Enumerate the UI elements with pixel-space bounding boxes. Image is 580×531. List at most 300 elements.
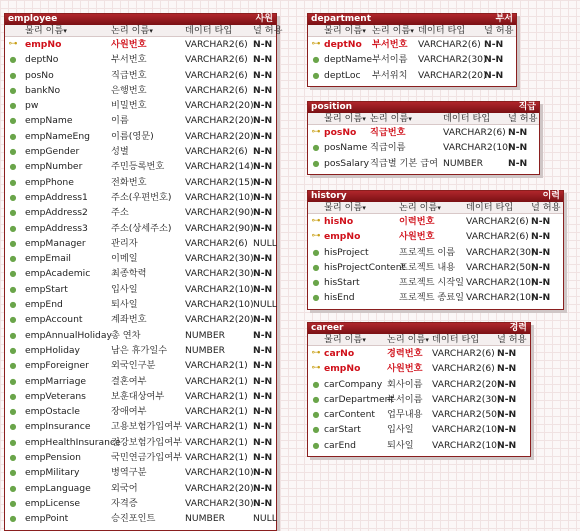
entity-logical-name: 사원 xyxy=(255,14,273,24)
column-data-type: VARCHAR2(10) xyxy=(466,277,535,289)
column-logical-name: 성별 xyxy=(111,146,129,158)
entity-physical-name: department xyxy=(311,14,371,24)
column-nullable: N-N xyxy=(253,283,273,295)
column-physical-name: deptNo xyxy=(324,39,362,50)
entity-bottom-padding xyxy=(308,306,563,309)
header-logical[interactable] xyxy=(387,334,429,346)
column-nullable: N-N xyxy=(253,115,273,127)
column-physical-name: empNo xyxy=(25,39,62,50)
dot-icon: ● xyxy=(9,407,17,417)
column-row[interactable] xyxy=(308,140,539,155)
column-nullable: N-N xyxy=(508,127,528,138)
header-logical-label: 논리 이름 xyxy=(111,25,150,36)
column-nullable: N-N xyxy=(484,69,504,81)
column-logical-name: 회사이름 xyxy=(387,378,423,390)
column-row[interactable] xyxy=(5,190,276,205)
column-nullable: NULL xyxy=(253,299,277,311)
column-nullable: N-N xyxy=(497,424,517,436)
column-row[interactable] xyxy=(308,125,539,140)
column-data-type: VARCHAR2(15) xyxy=(185,176,254,188)
column-nullable: N-N xyxy=(497,409,517,421)
header-nullable[interactable] xyxy=(508,113,538,124)
column-logical-name: 업무내용 xyxy=(387,409,423,421)
column-data-type: VARCHAR2(1) xyxy=(185,360,248,372)
column-nullable: N-N xyxy=(531,261,551,273)
column-row[interactable] xyxy=(308,68,516,83)
column-row[interactable] xyxy=(5,389,276,404)
column-physical-name: deptNo xyxy=(25,54,59,66)
header-physical-label: 물리 이름 xyxy=(324,202,363,213)
column-logical-name: 사원번호 xyxy=(111,39,147,50)
header-physical[interactable] xyxy=(25,25,67,37)
column-data-type: VARCHAR2(6) xyxy=(443,127,506,138)
column-physical-name: empHoliday xyxy=(25,344,80,356)
column-data-type: VARCHAR2(10) xyxy=(443,142,512,154)
dot-icon: ● xyxy=(312,293,320,303)
header-nullable-label: 널 허용 xyxy=(484,25,514,36)
column-data-type: VARCHAR2(90) xyxy=(185,222,254,234)
column-logical-name: 부서위치 xyxy=(372,69,408,81)
column-data-type: VARCHAR2(90) xyxy=(185,207,254,219)
dot-icon: ● xyxy=(312,425,320,435)
column-physical-name: empLicense xyxy=(25,497,81,509)
column-header xyxy=(308,334,530,346)
column-row[interactable] xyxy=(5,435,276,450)
dot-icon: ● xyxy=(9,238,17,248)
column-logical-name: 장애여부 xyxy=(111,406,147,418)
column-physical-name: empNumber xyxy=(25,161,83,173)
column-physical-name: empForeigner xyxy=(25,360,89,372)
column-nullable: N-N xyxy=(531,216,551,227)
column-nullable: N-N xyxy=(253,421,273,433)
entity-title-bar[interactable] xyxy=(308,191,563,202)
column-physical-name: empLanguage xyxy=(25,482,91,494)
column-physical-name: empNameEng xyxy=(25,130,90,142)
column-nullable: N-N xyxy=(253,360,273,372)
column-physical-name: empNo xyxy=(324,231,361,243)
column-logical-name: 은행번호 xyxy=(111,84,147,96)
column-row[interactable] xyxy=(308,245,563,260)
entity-history[interactable] xyxy=(307,190,564,310)
column-row[interactable] xyxy=(5,205,276,220)
column-data-type: VARCHAR2(20) xyxy=(185,100,254,112)
column-logical-name: 부서번호 xyxy=(372,39,408,50)
column-header xyxy=(308,25,516,37)
header-physical-label: 물리 이름 xyxy=(25,25,64,36)
column-nullable: N-N xyxy=(253,436,273,448)
entity-bottom-padding xyxy=(308,453,530,456)
column-nullable: N-N xyxy=(497,363,517,375)
column-row[interactable] xyxy=(5,236,276,251)
column-data-type: VARCHAR2(6) xyxy=(466,216,529,227)
column-nullable: N-N xyxy=(531,292,551,304)
column-logical-name: 직급이름 xyxy=(370,142,406,154)
column-logical-name: 주소(우편번호) xyxy=(111,191,172,203)
column-row[interactable] xyxy=(5,419,276,434)
column-nullable: N-N xyxy=(531,231,551,243)
column-data-type: VARCHAR2(50) xyxy=(432,409,501,421)
column-nullable: N-N xyxy=(497,439,517,451)
column-row[interactable] xyxy=(5,175,276,190)
entity-position[interactable] xyxy=(307,101,540,175)
column-logical-name: 퇴사일 xyxy=(387,439,414,451)
column-data-type: VARCHAR2(20) xyxy=(185,314,254,326)
dot-icon: ● xyxy=(9,254,17,264)
column-row[interactable] xyxy=(308,377,530,392)
column-row[interactable] xyxy=(5,404,276,419)
column-physical-name: empInsurance xyxy=(25,421,91,433)
column-physical-name: empStart xyxy=(25,283,68,295)
header-type-label: 데이터 타입 xyxy=(466,202,514,213)
entity-logical-name: 경력 xyxy=(509,323,527,333)
column-physical-name: empMilitary xyxy=(25,467,80,479)
dot-icon: ● xyxy=(9,147,17,157)
column-row[interactable] xyxy=(5,52,276,67)
header-nullable-label: 널 허용 xyxy=(497,334,527,345)
dot-icon: ● xyxy=(9,101,17,111)
header-nullable[interactable] xyxy=(531,202,561,213)
key-icon: ⊶ xyxy=(311,216,321,226)
column-nullable: N-N xyxy=(497,393,517,405)
column-nullable: N-N xyxy=(497,378,517,390)
column-nullable: N-N xyxy=(253,390,273,402)
column-row[interactable] xyxy=(308,229,563,244)
dot-icon: ● xyxy=(9,116,17,126)
column-nullable: NULL xyxy=(253,237,277,249)
column-logical-name: 이력번호 xyxy=(399,216,435,227)
column-row[interactable] xyxy=(5,129,276,144)
header-type[interactable] xyxy=(185,25,232,36)
column-nullable: N-N xyxy=(253,69,273,81)
header-type-label: 데이터 타입 xyxy=(418,25,466,36)
header-type-label: 데이터 타입 xyxy=(443,113,491,124)
header-physical[interactable] xyxy=(324,202,366,214)
column-header xyxy=(308,113,539,125)
dot-icon: ● xyxy=(9,177,17,187)
column-logical-name: 계좌번호 xyxy=(111,314,147,326)
column-nullable: N-N xyxy=(253,176,273,188)
column-data-type: VARCHAR2(6) xyxy=(418,39,481,50)
column-row[interactable] xyxy=(5,98,276,113)
column-physical-name: empPoint xyxy=(25,513,69,525)
column-logical-name: 입사일 xyxy=(111,283,138,295)
column-logical-name: 고용보험가입여부 xyxy=(111,421,183,433)
column-row[interactable] xyxy=(308,438,530,453)
column-nullable: NULL xyxy=(253,513,277,525)
column-data-type: VARCHAR2(1) xyxy=(185,375,248,387)
column-physical-name: deptName xyxy=(324,54,373,66)
header-logical[interactable] xyxy=(111,25,153,37)
column-nullable: N-N xyxy=(253,467,273,479)
column-data-type: VARCHAR2(6) xyxy=(432,363,495,375)
column-logical-name: 입사일 xyxy=(387,424,414,436)
dot-icon: ● xyxy=(9,269,17,279)
column-data-type: VARCHAR2(20) xyxy=(185,115,254,127)
column-row[interactable] xyxy=(5,159,276,174)
column-physical-name: carStart xyxy=(324,424,361,436)
column-nullable: N-N xyxy=(253,452,273,464)
column-physical-name: empAddress1 xyxy=(25,191,88,203)
column-logical-name: 퇴사일 xyxy=(111,299,138,311)
column-physical-name: empMarriage xyxy=(25,375,87,387)
column-data-type: NUMBER xyxy=(185,344,226,356)
dot-icon: ● xyxy=(312,394,320,404)
entity-title-bar[interactable] xyxy=(308,102,539,113)
dot-icon: ● xyxy=(9,55,17,65)
key-icon: ⊶ xyxy=(311,363,321,374)
column-logical-name: 부서번호 xyxy=(111,54,147,66)
header-logical[interactable] xyxy=(399,202,441,214)
column-logical-name: 직급번호 xyxy=(111,69,147,81)
column-row[interactable] xyxy=(5,358,276,373)
column-logical-name: 총 연차 xyxy=(111,329,141,341)
column-data-type: VARCHAR2(10) xyxy=(185,191,254,203)
column-logical-name: 프로젝트 시작일 xyxy=(399,277,465,289)
column-physical-name: pw xyxy=(25,100,39,112)
column-row[interactable] xyxy=(5,450,276,465)
entity-title-bar[interactable] xyxy=(308,14,516,25)
header-nullable-label: 널 허용 xyxy=(508,113,538,124)
column-nullable: N-N xyxy=(484,39,504,50)
column-physical-name: carCompany xyxy=(324,378,383,390)
column-data-type: VARCHAR2(6) xyxy=(432,348,495,359)
sort-indicator-icon: ▾ xyxy=(362,27,366,35)
header-nullable[interactable] xyxy=(497,334,527,345)
column-physical-name: hisProjectContent xyxy=(324,261,406,273)
column-physical-name: empAddress2 xyxy=(25,207,88,219)
column-data-type: VARCHAR2(6) xyxy=(185,84,248,96)
dot-icon: ● xyxy=(9,192,17,202)
column-nullable: N-N xyxy=(253,207,273,219)
column-physical-name: empPension xyxy=(25,452,81,464)
column-nullable: N-N xyxy=(253,39,273,50)
dot-icon: ● xyxy=(9,315,17,325)
sort-indicator-icon: ▾ xyxy=(425,336,429,344)
column-physical-name: empNo xyxy=(324,363,361,375)
column-physical-name: carEnd xyxy=(324,439,356,451)
header-logical-label: 논리 이름 xyxy=(387,334,426,345)
column-data-type: VARCHAR2(1) xyxy=(185,452,248,464)
column-data-type: VARCHAR2(1) xyxy=(185,406,248,418)
column-physical-name: hisNo xyxy=(324,216,354,227)
column-row[interactable] xyxy=(5,144,276,159)
column-logical-name: 경력번호 xyxy=(387,348,423,359)
column-data-type: VARCHAR2(6) xyxy=(185,39,248,50)
dot-icon: ● xyxy=(9,345,17,355)
column-data-type: VARCHAR2(14) xyxy=(185,161,254,173)
entity-employee[interactable] xyxy=(4,13,283,531)
entity-bottom-padding xyxy=(308,83,516,86)
column-physical-name: hisEnd xyxy=(324,292,355,304)
dot-icon: ● xyxy=(312,143,320,153)
dot-icon: ● xyxy=(9,483,17,493)
column-row[interactable] xyxy=(5,68,276,83)
column-row[interactable] xyxy=(5,297,276,312)
sort-indicator-icon: ▾ xyxy=(362,115,366,123)
header-logical[interactable] xyxy=(370,113,412,125)
column-physical-name: empHealthInsurance xyxy=(25,436,121,448)
column-data-type: VARCHAR2(20) xyxy=(185,130,254,142)
entity-logical-name: 직급 xyxy=(518,102,536,112)
column-row[interactable] xyxy=(5,328,276,343)
dot-icon: ● xyxy=(9,300,17,310)
column-data-type: VARCHAR2(10) xyxy=(185,299,254,311)
column-logical-name: 병역구분 xyxy=(111,467,147,479)
dot-icon: ● xyxy=(312,262,320,272)
entity-department[interactable] xyxy=(307,13,517,87)
column-physical-name: posName xyxy=(324,142,368,154)
column-logical-name: 주소(상세주소) xyxy=(111,222,172,234)
column-physical-name: empAccount xyxy=(25,314,83,326)
column-logical-name: 부서이름 xyxy=(387,393,423,405)
column-data-type: VARCHAR2(10) xyxy=(185,283,254,295)
column-row[interactable] xyxy=(5,282,276,297)
column-physical-name: empName xyxy=(25,115,73,127)
column-logical-name: 주소 xyxy=(111,207,129,219)
header-logical[interactable] xyxy=(372,25,414,37)
header-nullable[interactable] xyxy=(253,25,283,36)
header-physical[interactable] xyxy=(324,113,366,125)
column-physical-name: empManager xyxy=(25,237,86,249)
entity-physical-name: position xyxy=(311,102,353,112)
column-row[interactable] xyxy=(308,37,516,52)
column-row[interactable] xyxy=(5,481,276,496)
column-row[interactable] xyxy=(5,465,276,480)
column-physical-name: carContent xyxy=(324,409,375,421)
column-row[interactable] xyxy=(308,260,563,275)
column-data-type: VARCHAR2(20) xyxy=(432,378,501,390)
entity-logical-name: 부서 xyxy=(495,14,513,24)
column-row[interactable] xyxy=(308,290,563,305)
column-row[interactable] xyxy=(308,275,563,290)
column-data-type: VARCHAR2(6) xyxy=(185,69,248,81)
column-nullable: N-N xyxy=(253,344,273,356)
column-logical-name: 전화번호 xyxy=(111,176,147,188)
dot-icon: ● xyxy=(9,85,17,95)
column-physical-name: posNo xyxy=(25,69,54,81)
header-type[interactable] xyxy=(418,25,465,36)
column-row[interactable] xyxy=(5,266,276,281)
column-logical-name: 주민등록번호 xyxy=(111,161,165,173)
column-logical-name: 승진포인트 xyxy=(111,513,156,525)
column-data-type: VARCHAR2(30) xyxy=(466,246,535,258)
column-row[interactable] xyxy=(308,214,563,229)
column-logical-name: 직급번호 xyxy=(370,127,406,138)
header-physical[interactable] xyxy=(324,334,366,346)
dot-icon: ● xyxy=(9,391,17,401)
column-row[interactable] xyxy=(5,251,276,266)
column-row[interactable] xyxy=(5,343,276,358)
column-nullable: N-N xyxy=(253,497,273,509)
column-nullable: N-N xyxy=(508,142,528,154)
column-logical-name: 최종학력 xyxy=(111,268,147,280)
key-icon: ⊶ xyxy=(311,127,321,137)
key-icon: ⊶ xyxy=(8,39,18,49)
entity-physical-name: career xyxy=(311,323,344,333)
column-data-type: VARCHAR2(10) xyxy=(185,467,254,479)
column-data-type: VARCHAR2(10) xyxy=(432,439,501,451)
column-physical-name: empGender xyxy=(25,146,80,158)
header-type[interactable] xyxy=(466,202,513,213)
header-physical[interactable] xyxy=(324,25,366,37)
column-row[interactable] xyxy=(308,346,530,361)
column-nullable: N-N xyxy=(484,54,504,66)
sort-indicator-icon: ▾ xyxy=(63,27,67,35)
column-row[interactable] xyxy=(308,361,530,376)
column-row[interactable] xyxy=(5,312,276,327)
column-physical-name: empEnd xyxy=(25,299,63,311)
column-logical-name: 비밀번호 xyxy=(111,100,147,112)
column-nullable: N-N xyxy=(253,406,273,418)
column-logical-name: 자격증 xyxy=(111,497,138,509)
entity-title-bar[interactable] xyxy=(5,14,276,25)
column-row[interactable] xyxy=(308,392,530,407)
column-nullable: N-N xyxy=(531,246,551,258)
dot-icon: ● xyxy=(9,131,17,141)
column-data-type: VARCHAR2(20) xyxy=(418,69,487,81)
column-row[interactable] xyxy=(308,156,539,171)
entity-title-bar[interactable] xyxy=(308,323,530,334)
column-nullable: N-N xyxy=(253,268,273,280)
column-nullable: N-N xyxy=(253,100,273,112)
column-row[interactable] xyxy=(5,221,276,236)
column-row[interactable] xyxy=(308,407,530,422)
entity-career[interactable] xyxy=(307,322,531,457)
column-data-type: NUMBER xyxy=(185,329,226,341)
column-physical-name: posSalary xyxy=(324,157,370,169)
dot-icon: ● xyxy=(312,247,320,257)
column-row[interactable] xyxy=(5,113,276,128)
column-nullable: N-N xyxy=(253,222,273,234)
column-data-type: VARCHAR2(30) xyxy=(185,497,254,509)
column-row[interactable] xyxy=(5,37,276,52)
header-nullable[interactable] xyxy=(484,25,514,36)
column-row[interactable] xyxy=(5,83,276,98)
dot-icon: ● xyxy=(9,284,17,294)
column-logical-name: 프로젝트 내용 xyxy=(399,261,456,273)
entity-physical-name: employee xyxy=(8,14,58,24)
header-nullable-label: 널 허용 xyxy=(531,202,561,213)
dot-icon: ● xyxy=(9,453,17,463)
column-logical-name: 건강보험가입여부 xyxy=(111,436,183,448)
column-physical-name: empAcademic xyxy=(25,268,91,280)
column-data-type: VARCHAR2(10) xyxy=(432,424,501,436)
header-logical-label: 논리 이름 xyxy=(399,202,438,213)
column-row[interactable] xyxy=(5,511,276,526)
column-nullable: N-N xyxy=(253,329,273,341)
column-nullable: N-N xyxy=(253,84,273,96)
column-nullable: N-N xyxy=(253,375,273,387)
column-logical-name: 국민연금가입여부 xyxy=(111,452,183,464)
column-row[interactable] xyxy=(308,52,516,67)
column-nullable: N-N xyxy=(253,130,273,142)
header-type[interactable] xyxy=(432,334,479,345)
header-nullable-label: 널 허용 xyxy=(253,25,283,36)
column-nullable: N-N xyxy=(531,277,551,289)
column-physical-name: posNo xyxy=(324,127,357,138)
column-logical-name: 이름 xyxy=(111,115,129,127)
column-nullable: N-N xyxy=(253,146,273,158)
header-type-label: 데이터 타입 xyxy=(432,334,480,345)
column-row[interactable] xyxy=(5,374,276,389)
column-data-type: VARCHAR2(1) xyxy=(185,390,248,402)
column-row[interactable] xyxy=(5,496,276,511)
column-row[interactable] xyxy=(308,422,530,437)
header-type[interactable] xyxy=(443,113,490,124)
dot-icon: ● xyxy=(9,437,17,447)
column-nullable: N-N xyxy=(253,253,273,265)
column-header xyxy=(5,25,283,37)
